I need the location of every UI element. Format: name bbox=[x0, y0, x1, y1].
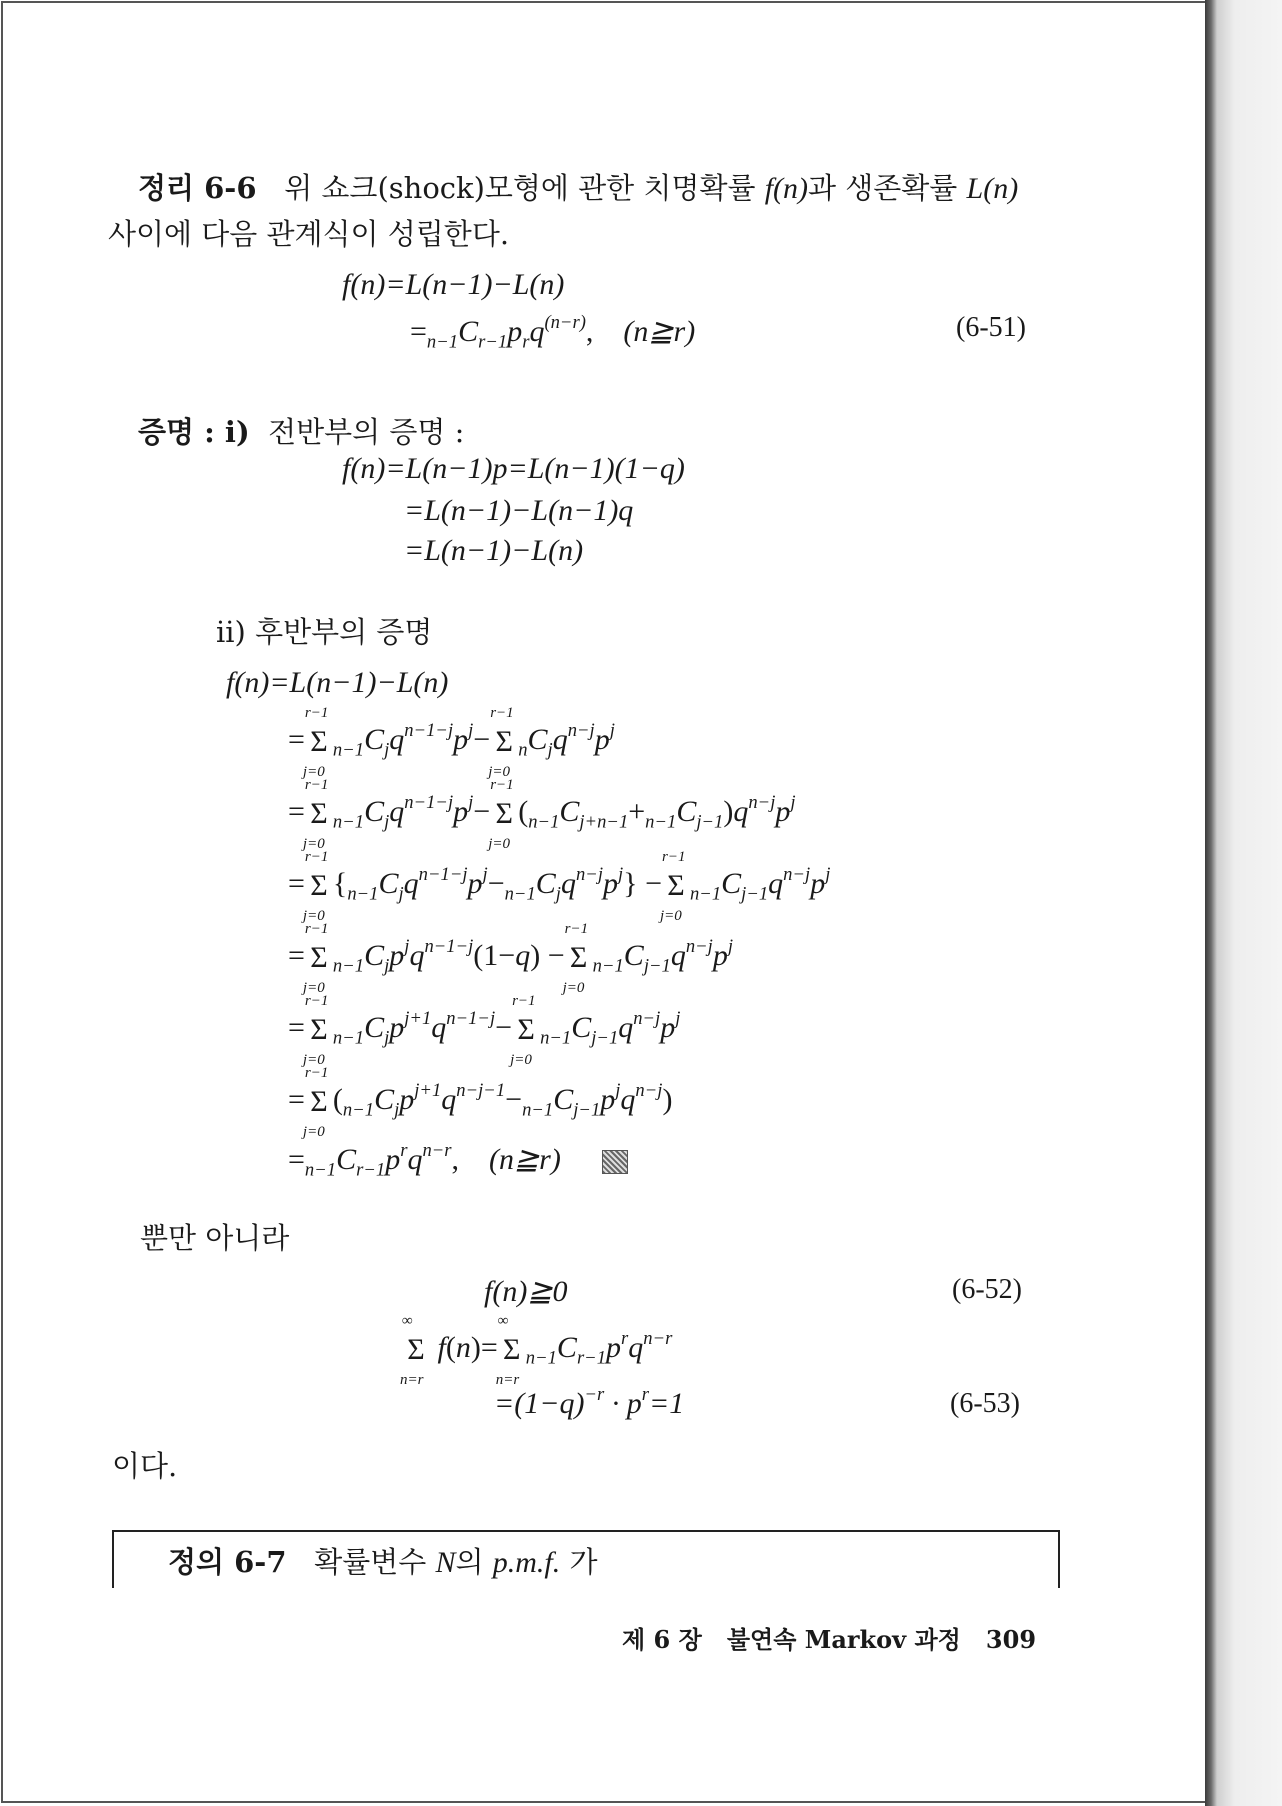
eq51-rhs-1: =L(n−1)−L(n) bbox=[385, 268, 565, 301]
eq53-line-2: $=(1-q)^{-r} \cdot p^r=1$ bbox=[494, 1384, 685, 1421]
definition-var: N bbox=[435, 1546, 456, 1579]
definition-text-2: 의 bbox=[455, 1545, 484, 1579]
proof-part1-line-3: =L(n−1)−L(n) bbox=[404, 534, 584, 567]
proof-part2-line-3: = Σ r−1 j=0 $\{_{n-1}C_jq^{n-1-j}p^j-_{n-1}C_jq^{n-j}p^j\} - \Sigma$ r−1 j=0 $_{n-1}C_{j-1}q^{n-j}p^j$ bbox=[288, 849, 831, 925]
proof-part2-line-1: = Σ r−1 j=0 $_{n-1}C_jq^{n-1-j}p^j- \Sigma$ r−1 j=0 $_nC_jq^{n-j}p^j$ bbox=[288, 705, 615, 781]
proof-heading bbox=[138, 410, 464, 451]
proof-part2-line-2: = Σ r−1 j=0 $_{n-1}C_jq^{n-1-j}p^j- \Sigma$ r−1 j=0 $(_{n-1}C_{j+n-1}+_{n-1}C_{j-1})q^{n-j}p^j$ bbox=[288, 777, 796, 853]
proof-part1-line-1: f(n)=L(n−1)p=L(n−1)(1−q) bbox=[342, 452, 685, 485]
definition-label: 정의 6-7 bbox=[168, 1545, 287, 1579]
eq51-cond: (n≧r) bbox=[623, 315, 696, 349]
eq53-part-b: · p bbox=[611, 1387, 642, 1421]
proof-part2-line-7: $=_{n-1}C_{r-1}p^rq^{n-r}$, (n≧r) bbox=[288, 1140, 628, 1182]
footer bbox=[622, 1620, 1036, 1655]
definition-text-3: 가 bbox=[569, 1545, 598, 1579]
theorem-line-1 bbox=[138, 166, 1018, 207]
theorem-line-2: 사이에 다음 관계식이 성립한다. bbox=[108, 217, 510, 251]
eq51-line-1 bbox=[342, 268, 564, 302]
proof-part2-line-0: f(n)=L(n−1)−L(n) bbox=[226, 666, 449, 699]
eq53-line-1: Σ ∞ n=r f(n)= Σ ∞ n=r $_{n-1}C_{r-1}p^rq^{n-r}$ bbox=[400, 1313, 673, 1389]
eq51-lhs: f(n) bbox=[342, 268, 386, 301]
eq51-line-2: $=_{n-1}C_{r-1}p_rq^{(n-r)}$, (n≧r) bbox=[410, 312, 696, 353]
page-edge-shadow bbox=[1205, 0, 1282, 1806]
proof-part1-line-2: =L(n−1)−L(n−1)q bbox=[404, 494, 634, 527]
proof-part2-line-5: = Σ r−1 j=0 $_{n-1}C_jp^{j+1}q^{n-1-j}- \Sigma$ r−1 j=0 $_{n-1}C_{j-1}q^{n-j}p^j$ bbox=[288, 993, 681, 1069]
eq53-part-c: =1 bbox=[649, 1387, 685, 1421]
theorem-fn: f(n) bbox=[764, 172, 809, 205]
continuation-end: 이다. bbox=[112, 1449, 178, 1483]
proof-part2-title: ii) 후반부의 증명 bbox=[216, 615, 433, 649]
proof-part2-line-6: = Σ r−1 j=0 $(_{n-1}C_jp^{j+1}q^{n-j-1}-_{n-1}C_{j-1}p^jq^{n-j})$ bbox=[288, 1065, 673, 1141]
footer-title: 불연속 Markov 과정 bbox=[726, 1625, 961, 1654]
definition-text-1: 확률변수 bbox=[314, 1545, 427, 1579]
proof-label: 증명 : i) bbox=[138, 415, 250, 449]
eq52: f(n)≧0 bbox=[484, 1275, 568, 1308]
continuation-text: 뿐만 아니라 bbox=[140, 1221, 290, 1255]
theorem-ln: L(n) bbox=[966, 172, 1019, 205]
definition-line bbox=[168, 1540, 597, 1581]
proof-final-cond: (n≧r) bbox=[489, 1143, 561, 1177]
eq52-number: (6-52) bbox=[952, 1274, 1022, 1305]
eq53-part-a: =(1−q) bbox=[494, 1387, 585, 1421]
proof-part2-line-4: = Σ r−1 j=0 $_{n-1}C_jp^jq^{n-1-j}(1-q) - \Sigma$ r−1 j=0 $_{n-1}C_{j-1}q^{n-j}p^j$ bbox=[288, 921, 734, 997]
eq53-number: (6-53) bbox=[950, 1388, 1020, 1419]
proof-part1-title: 전반부의 증명 : bbox=[268, 415, 465, 449]
theorem-text-1: 위 쇼크(shock)모형에 관한 치명확률 bbox=[284, 171, 756, 205]
page-number: 309 bbox=[985, 1625, 1037, 1654]
definition-pmf: p.m.f. bbox=[492, 1546, 561, 1579]
footer-chapter: 제 6 장 bbox=[622, 1625, 702, 1654]
qed-mark bbox=[602, 1150, 628, 1174]
eq51-number: (6-51) bbox=[956, 312, 1026, 343]
theorem-text-2: 과 생존확률 bbox=[808, 171, 958, 205]
theorem-label: 정리 6-6 bbox=[138, 171, 257, 205]
